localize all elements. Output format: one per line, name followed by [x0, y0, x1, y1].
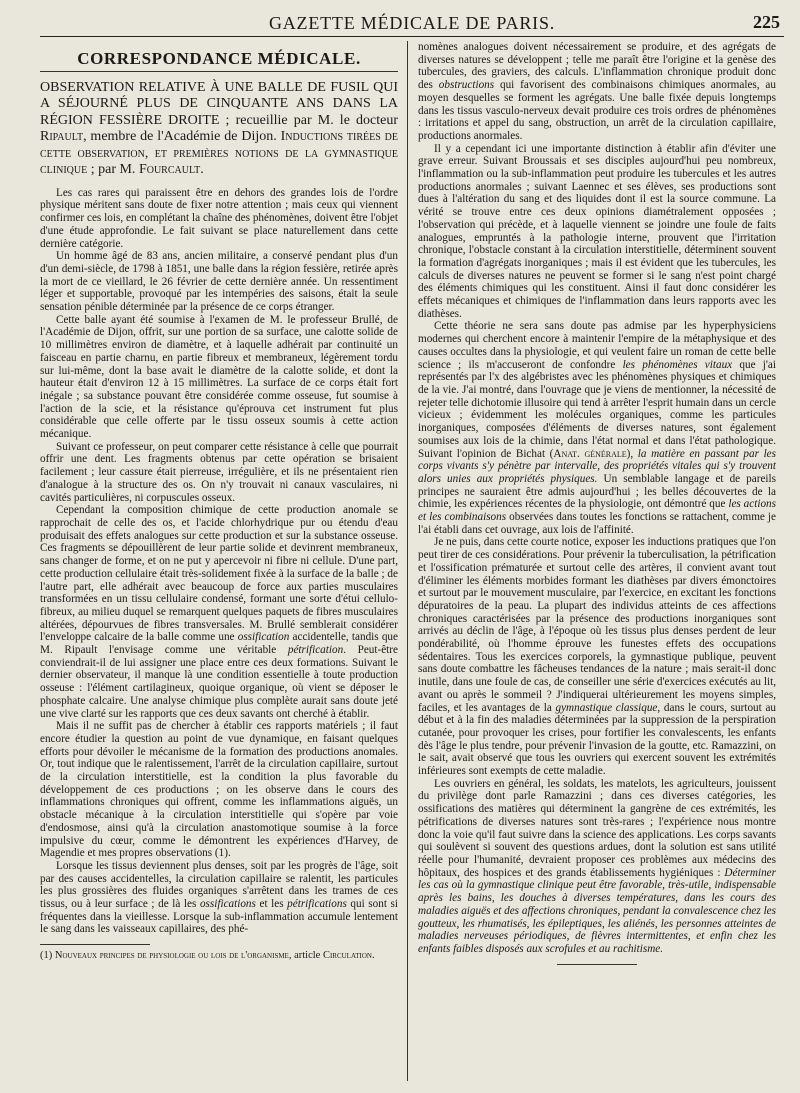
italic-run: ossification — [237, 631, 290, 644]
paragraph-left-4: Suivant ce professeur, on peut comparer cette résistance à celle que pourrait offrir une dent. Les fragments obtenus par cette opération se brisaient facilement ; leur cassure était pierreuse, irrégulière, et ils ne présentaient rien d'analogue à la structure des os. On n'y trouvait ni canaux vasculaires, ni cavités particulières, ni corpuscules osseux. — [40, 440, 398, 504]
paragraph-right-3 — [418, 320, 776, 536]
text-run: qui sont si fréquentes dans la vieillesse. Lorsque la sub-inflammation accumule lentement le sang dans les vaisseaux capillaires, des phé- — [40, 898, 398, 936]
text-run: Cependant la composition chimique de cette production anomale se rapprochait de celle des os, et l'acide chlorhydrique pur ou étendu d'eau produisait des effets analogues sur cette production et sur la substance osseuse. Ces fragments se dépouillèrent de leur partie solide et devinrent membraneux, sans changer de forme, et on ne put y apercevoir ni fibre ni cellule. D'une part, cette production cellulaire était très-solidement fixée à la surface de la balle ; de l'autre part, elle adhérait avec beaucoup de force aux parties musculaires transformées en un tissu cellulaire condensé, formant une sorte d'étui cellulo-fibreux, au milieu duquel se remarquent quelques paquets de fibres musculaires altérées, dépourvues de fibres transversales. M. Brullé semblerait considérer l'enveloppe calcaire de la balle comme une — [40, 504, 398, 644]
running-title: GAZETTE MÉDICALE DE PARIS. — [268, 13, 556, 33]
left-column — [40, 41, 398, 1081]
text-run: Lorsque les tissus deviennent plus denses, soit par les progrès de l'âge, soit par des causes accidentelles, la circulation capillaire se ralentit, les particules les plus grossières des fluides organiques s'arrêtent dans les trames de ces tissus, ou à leur surface ; de là les — [40, 859, 398, 911]
text-run: , article — [288, 950, 323, 962]
text-run: Je ne puis, dans cette courte notice, exposer les inductions pratiques que l'on peut tirer de ces considérations. Pour prévenir la tuberculisation, la pétrification et l'ossification prématurée et surtout celle des artères, il convient avant tout d'éliminer les éléments morbides formant les diathèses par divers émonctoires et surtout par le mouvement musculaire, par l'exercice, en excitant les fonctions dépuratoires de la peau. La plupart des individus atteints de ces affections chroniques caractérisées par la présence des productions inorganiques sont arrivés au déclin de l'âge, à l'époque où les tissus plus denses perdent de leur pondérabilité, où l'homme éprouve les funestes effets des occupations sédentaires. Tous les exercices corporels, la gymnastique publique, peuvent sans doute combattre les fâcheuses tendances de la nature ; mais serait-il donc inutile, dans une foule de cas, de conseiller une série d'exercices exécutés au lit, avant ou après le sommeil ? J'indiquerai ultérieurement les moyens simples, faciles, et les avantages de la — [418, 536, 776, 714]
paragraph-right-1 — [418, 41, 776, 143]
text-run: qui favorisent des combinaisons chimiques anormales, au moyen desquelles se forment les agrégats. Une balle fixée depuis longtemps dans les tissus vasculo-nerveux devait produire ces trois ordres de phénomènes : irritations et appel du sang, obstruction, un arrêt de la circulation capillaire, productions anormales. — [418, 79, 776, 142]
heading-observation: OBSERVATION RELATIVE À UNE BALLE DE FUSIL QUI A SÉJOURNÉ PLUS DE CINQUANTE ANS DANS LA RÉGION FESSIÈRE DROITE ; — [40, 79, 398, 128]
italic-run: les phénomènes vitaux — [622, 358, 733, 371]
text-run: que j'ai représentés par l'x des algébristes avec les phénomènes physiques et chimiques de la vie. J'ai montré, dans l'ouvrage que je viens de mentionner, la nécessité de rejeter telle dichotomie illusoire qui tend à arrêter l'esprit humain dans un cercle vicieux ; évidemment les molécules organiques, comme les particules inorganiques, composées d'éléments de diverses natures, sont également soumises aux lois de la chimie, dans l'état normal et dans l'état pathologique. Suivant l'opinion de Bichat ( — [418, 358, 776, 460]
heading-author-ripault: Ripault — [40, 129, 84, 145]
italic-run: Déterminer les cas où la gymnastique clinique peut être favorable, très-utile, indispensable après les bains, les douches à diverses températures, dans les cours des maladies aiguës et des affections chroniques, pendant la convalescence chez les goutteux, les rhumatisés, les épileptiques, les aliénés, les personnes atteintes de maladies nerveuses périodiques, de fièvres intermittentes, et enfin chez les enfants faibles disposés aux scrofules et au rachitisme. — [418, 866, 776, 955]
paragraph-left-2: Un homme âgé de 83 ans, ancien militaire, a conservé pendant plus d'un d'un demi-siècle, de 1798 à 1851, une balle dans la région fessière, retirée après la mort de ce vieillard, le 26 février de cette dernière année. Un ressentiment léger et supportable, provoqué par les intempéries des saisons, était la seule sensation pénible déterminée par la présence de ce corps étranger. — [40, 250, 398, 314]
columns — [40, 41, 784, 1081]
text-run: ), — [626, 447, 638, 460]
italic-run: gymnastique classique — [555, 701, 658, 714]
paragraph-left-5 — [40, 504, 398, 720]
italic-run: pétrification — [287, 644, 344, 657]
text-run: , dans le cours, surtout au début et à la fin des maladies déterminées par la suppression de la perspiration cutanée, pour provoquer les crises, pour fortifier les convalescents, les enfants dès l'âge le plus tendre, pour prévenir l'invasion de la goutte, etc. Ramazzini, on le sait, avait observé que tous les ouvriers qui exercent souvent les extrémités inférieures sont exempts de cette maladie. — [418, 701, 776, 778]
running-head — [40, 10, 784, 37]
footnote-rule — [40, 944, 150, 945]
text-run: Cette théorie ne sera sans doute pas admise par les hyperphysiciens modernes qui cherchent encore à maintenir l'empire de la métaphysique et des causes occultes dans la physiologie, et qui veulent faire un roman de cette belle science ; ils m'accuseront de confondre — [418, 320, 776, 371]
italic-run: la matière en passant par les corps vivants s'y pénètre par intervalle, des propriétés vitales qui s'y trouvent alors unies aux propriétés physiques. — [418, 447, 776, 485]
paragraph-left-6: Mais il ne suffit pas de chercher à établir ces rapports matériels ; il faut encore étudier la question au point de vue dynamique, en faisant quelques efforts pour dévoiler le mécanisme de la formation des productions anomales. Or, tout indique que le ralentissement, l'arrêt de la circulation capillaire, surtout de la circulation interstitielle, est la condition la plus favorable du développement de ces productions ; on les observe dans le cours des inflammations chroniques qui offrent, comme les inflammations aiguës, un obstacle mécanique à la circulation interstitielle qui s'opère par voie d'endosmose, ainsi qu'à la circulation anastomotique soumise à la force impulsive du cœur, comme le démontrent les expériences d'Harvey, de Magendie et mes propres observations (1). — [40, 720, 398, 860]
paragraph-right-4 — [418, 536, 776, 777]
heading-inductions: Inductions tirées de cette observation, et premières notions de la gymnastique clinique ; — [40, 129, 398, 178]
heading-author-fourcault: Fourcault — [138, 162, 201, 178]
italic-run: les actions et les combinaisons — [418, 498, 776, 524]
end-rule — [557, 964, 637, 965]
heading-recueillie: recueillie par M. le docteur — [229, 112, 398, 128]
right-column — [418, 41, 776, 1081]
paragraph-left-7 — [40, 860, 398, 936]
text-run: . Peut-être conviendrait-il de lui assigner une place entre ces deux formations. Suivant le dernier observateur, il manque là une condition essentielle à toute production osseuse : l'élément cartilagineux, quoique organique, où vient se déposer le phosphate calcaire. Une analyse chimique plus complète aurait sans doute jeté une vive clarté sur les rapports que ces deux savants ont cherché à établir. — [40, 644, 398, 720]
italic-run: ossifications — [199, 898, 256, 911]
paragraph-left-3: Cette balle ayant été soumise à l'examen de M. le professeur Brullé, de l'Académie de Dijon, offrit, sur une portion de sa surface, une calotte solide de 10 millimètres environ de diamètre, et à laquelle adhérait par continuité un faisceau en partie charnu, en partie fibreux et membraneux, légèrement tordu sur lui-même, dont la base avait le diamètre de la calotte solide, et dont la hauteur était d'environ 12 à 15 millimètres. La surface de ce corps était fort inégale ; sa substance pouvant être considérée comme osseuse, fut soumise à l'action de la scie, et la résistance qu'éprouva cet instrument fut plus considérable que celle offerte par le tissu osseux soumis à cette action mécanique. — [40, 313, 398, 441]
citation-anat: Anat. générale — [553, 447, 627, 460]
paragraph-left-1: Les cas rares qui paraissent être en dehors des grandes lois de l'ordre physique méritent sans doute de fixer notre attention ; mais ceux qui viennent confirmer ces lois, en complétant la chaîne des phénomènes, doivent être l'objet d'une étude approfondie. Le fait suivant se place naturellement dans cette dernière catégorie. — [40, 186, 398, 250]
text-run: nomènes analogues doivent nécessairement se produire, et des agrégats de diverses natures se développent ; telle me paraît être l'origine et la genèse des tubercules, des graviers, des calculs. L'inflammation chronique produit donc des — [418, 41, 776, 92]
paragraph-right-5 — [418, 778, 776, 956]
text-run: Les ouvriers en général, les soldats, les matelots, les agriculteurs, jouissent du privilège dont parle Ramazzini ; dans ces diverses catégories, les ossifications des matières qui déterminent la gangrène de ces extrémités, les pétrifications de diverses natures sont très-rares ; l'expérience nous montre donc la voie qu'il faut suivre dans la science des applications. Les corps savants qui soulèvent si souvent des questions ardues, dont la solution est sans utilité réelle pour l'humanité, devraient proposer ces problèmes aux médecins des hôpitaux, des hospices et des grands établissements hygiéniques : — [418, 777, 776, 879]
section-title: CORRESPONDANCE MÉDICALE. — [40, 53, 398, 72]
text-run: et les — [255, 898, 288, 911]
footnote-title: Nouveaux principes de physiologie ou lois de l'organisme — [54, 950, 289, 962]
italic-run: pétrifications — [287, 898, 347, 911]
column-divider — [407, 41, 408, 1081]
paragraph-right-2: Il y a cependant ici une importante distinction à établir afin d'éviter une grave erreur. Suivant Broussais et ses disciples aujourd'hui peu nombreux, l'inflammation ou la sub-inflammation peut produire les tubercules et les autres productions anormales ; suivant Laennec et ses élèves, ses productions sont dues à l'altération du sang et des liquides dont il est la source commune. La vérité se trouve entre ces deux opinions diamétralement opposées ; l'observation qui précède, et à laquelle viennent se joindre une foule de faits analogues, empruntés à la pathologie interne, prouvent que l'irritation chronique, l'obstacle constant à la circulation interstitielle, déterminent souvent la formation d'agrégats inorganiques ; mais il est évident que les tubercules, les calculs de diverses natures ne peuvent se former si le sang n'est point chargé des éléments chimiques qui les constituent. Ainsi il faut donc considérer les effets mécaniques et chimiques de l'inflammation dans leurs rapports avec les diathèses. — [418, 142, 776, 320]
heading-membre: , membre de l'Académie de Dijon. — [83, 129, 281, 145]
article-heading — [40, 80, 398, 179]
footnote-article: Circulation — [322, 950, 372, 962]
text-run: Un semblable langage et de pareils principes ne sauraient être admis aujourd'hui ; les belles découvertes de la chimie, les expériences récentes de la physiologie, ont démontré que — [418, 472, 776, 511]
page-number: 225 — [753, 12, 780, 32]
footnote-mark: (1) — [40, 950, 55, 962]
text-run: observées dans toutes les fonctions se rattachent, comme je l'ai établi dans cet ouvrage, aux lois de l'affinité. — [418, 511, 776, 536]
heading-end: . — [200, 162, 204, 178]
heading-par: par M. — [94, 162, 139, 178]
footnote — [40, 950, 398, 962]
text-run: accidentelle, tandis que M. Ripault l'envisage comme une véritable — [40, 631, 398, 657]
italic-run: obstructions — [438, 79, 495, 92]
text-run: . — [371, 950, 375, 962]
